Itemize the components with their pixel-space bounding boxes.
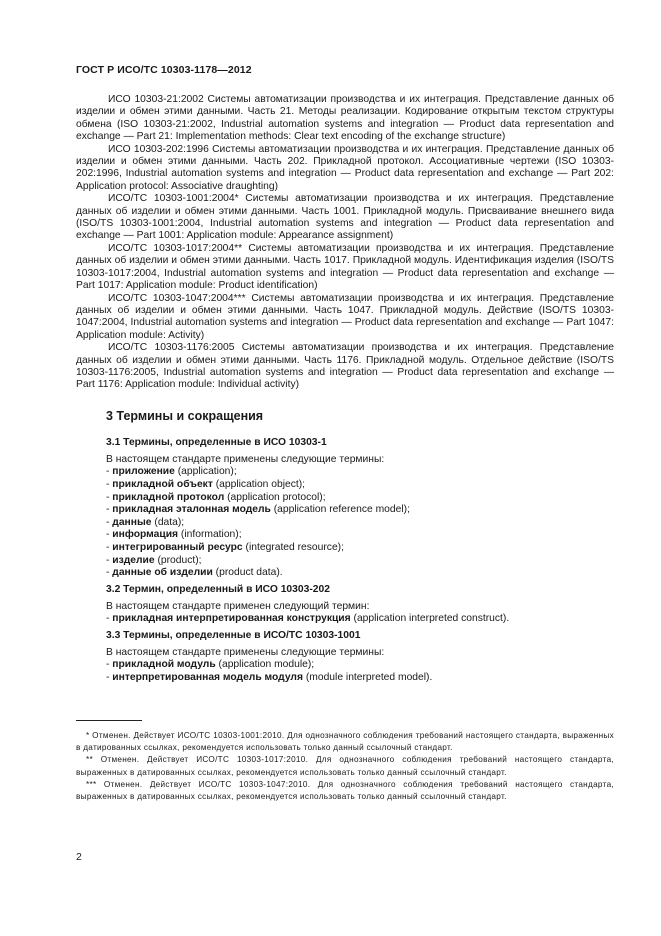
term-bold: информация — [112, 529, 179, 541]
term-list-3-1 — [76, 466, 614, 579]
term-item: - информация (information); — [106, 529, 242, 541]
term-rest: (information); — [178, 529, 242, 541]
term-rest: (application reference model); — [270, 504, 410, 516]
term-bold: приложение — [112, 466, 175, 478]
term-item: - изделие (product); — [106, 554, 202, 566]
term-item: - данные (data); — [106, 516, 185, 528]
reference-iso-10303-202: ИСО 10303-202:1996 Системы автоматизации производства и их интеграция. Представление данных об изделии и обмен этими данными. Часть 202. Прикладной протокол. Ассоциативные чертежи (ISO 10303-202:1996, Industrial automation systems and integration — Product data representation and exchange — Part 202: Application protocol: Associative draughting) — [76, 143, 614, 192]
subsection-3-1-intro: В настоящем стандарте применены следующие термины: — [106, 453, 385, 465]
term-rest: (data); — [151, 516, 185, 528]
term-bold: данные — [112, 516, 152, 528]
page-content — [76, 94, 614, 685]
subsection-3-2-intro: В настоящем стандарте применен следующий термин: — [106, 600, 370, 612]
term-item: - прикладной модуль (application module); — [106, 659, 315, 671]
reference-iso-ts-10303-1017: ИСО/ТС 10303-1017:2004** Системы автоматизации производства и их интеграция. Представление данных об изделии и обмен этими данными. Часть 1017. Прикладной модуль. Идентификация изделия (ISO/TS 10303-1017:2004, Industrial automation systems and integration — Product data representation and exchange — Part 1017: Application module: Product identification) — [76, 242, 614, 292]
footnote-1: * Отменен. Действует ИСО/ТС 10303-1001:2010. Для однозначного соблюдения требований настоящего стандарта, выраженных в датированных ссылках, рекомендуется использовать только данный ссылочный стандарт. — [76, 731, 614, 753]
term-item: - прикладная интерпретированная конструкция (application interpreted construct). — [106, 613, 510, 625]
term-bold: прикладной объект — [112, 478, 213, 490]
term-rest: (application module); — [215, 659, 315, 671]
reference-iso-ts-10303-1176: ИСО/ТС 10303-1176:2005 Системы автоматизации производства и их интеграция. Представление данных об изделии и обмен этими данными. Часть 1176. Прикладной модуль. Отдельное действие (ISO/TS 10303-1176:2005, Industrial automation systems and integration — Product data representation and exchange — Part 1176: Application module: Individual activity) — [76, 342, 614, 391]
term-bold: прикладная интерпретированная конструкция — [112, 613, 351, 625]
term-rest: (application protocol); — [224, 491, 326, 503]
subsection-3-2-title: 3.2 Термин, определенный в ИСО 10303-202 — [106, 583, 330, 595]
term-list-3-2 — [76, 613, 614, 626]
term-item: - приложение (application); — [106, 466, 237, 478]
term-bold: изделие — [112, 554, 155, 566]
reference-iso-ts-10303-1047: ИСО/ТС 10303-1047:2004*** Системы автоматизации производства и их интеграция. Представление данных об изделии и обмен этими данными. Часть 1047. Прикладной модуль. Действие (ISO/TS 10303-1047:2004, Industrial automation systems and integration — Product data representation and exchange — Part 1047: Application module: Activity) — [76, 292, 614, 341]
term-item: - прикладной объект (application object); — [106, 478, 306, 490]
term-bold: прикладной модуль — [112, 659, 216, 671]
term-bold: интегрированный ресурс — [112, 541, 243, 553]
term-rest: (product data). — [212, 567, 283, 579]
term-bold: прикладной протокол — [112, 491, 225, 503]
term-item: - интерпретированная модель модуля (module interpreted model). — [106, 672, 433, 684]
term-item: - интегрированный ресурс (integrated resource); — [106, 541, 344, 553]
term-bold: интерпретированная модель модуля — [112, 672, 303, 684]
subsection-3-3-title: 3.3 Термины, определенные в ИСО/ТС 10303-1001 — [106, 629, 361, 641]
term-bold: прикладная эталонная модель — [112, 504, 271, 516]
reference-iso-ts-10303-1001: ИСО/ТС 10303-1001:2004* Системы автоматизации производства и их интеграция. Представление данных об изделии и обмен этими данными. Часть 1001. Прикладной модуль. Присваивание внешнего вида (ISO/TS 10303-1001:2004, Industrial automation systems and integration — Product data representation and exchange — Part 1001: Application module: Appearance assignment) — [76, 193, 614, 242]
term-rest: (integrated resource); — [242, 541, 344, 553]
term-rest: (application); — [174, 466, 237, 478]
footnote-3: *** Отменен. Действует ИСО/ТС 10303-1047:2010. Для однозначного соблюдения требований настоящего стандарта, выраженных в датированных ссылках, рекомендуется использовать только данный ссылочный стандарт. — [76, 779, 614, 802]
term-item: - данные об изделии (product data). — [106, 567, 283, 579]
term-item: - прикладная эталонная модель (application reference model); — [106, 504, 410, 516]
page-number: 2 — [76, 851, 82, 863]
reference-iso-10303-21: ИСО 10303-21:2002 Системы автоматизации производства и их интеграция. Представление данных об изделии и обмен этими данными. Часть 21. Методы реализации. Кодирование открытым текстом структуры обмена (ISO 10303-21:2002, Industrial automation systems and integration — Product data representation and exchange — Part 21: Implementation methods: Clear text encoding of the exchange structure) — [76, 94, 614, 143]
section-3-title: 3 Термины и сокращения — [106, 408, 264, 423]
term-rest: (module interpreted model). — [302, 672, 433, 684]
subsection-3-3-intro: В настоящем стандарте применены следующие термины: — [106, 646, 385, 658]
term-item: - прикладной протокол (application protocol); — [106, 491, 326, 503]
footnote-divider — [76, 720, 142, 721]
footnote-2: ** Отменен. Действует ИСО/ТС 10303-1017:2010. Для однозначного соблюдения требований настоящего стандарта, выраженных в датированных ссылках, рекомендуется использовать только данный ссылочный стандарт. — [76, 755, 614, 777]
document-header: ГОСТ Р ИСО/ТС 10303-1178—2012 — [76, 64, 252, 76]
term-list-3-3 — [76, 659, 614, 684]
term-rest: (application interpreted construct). — [350, 613, 510, 625]
footnotes — [76, 730, 614, 803]
term-bold: данные об изделии — [112, 567, 213, 579]
term-rest: (application object); — [212, 478, 306, 490]
subsection-3-1-title: 3.1 Термины, определенные в ИСО 10303-1 — [106, 436, 327, 448]
term-rest: (product); — [154, 554, 202, 566]
